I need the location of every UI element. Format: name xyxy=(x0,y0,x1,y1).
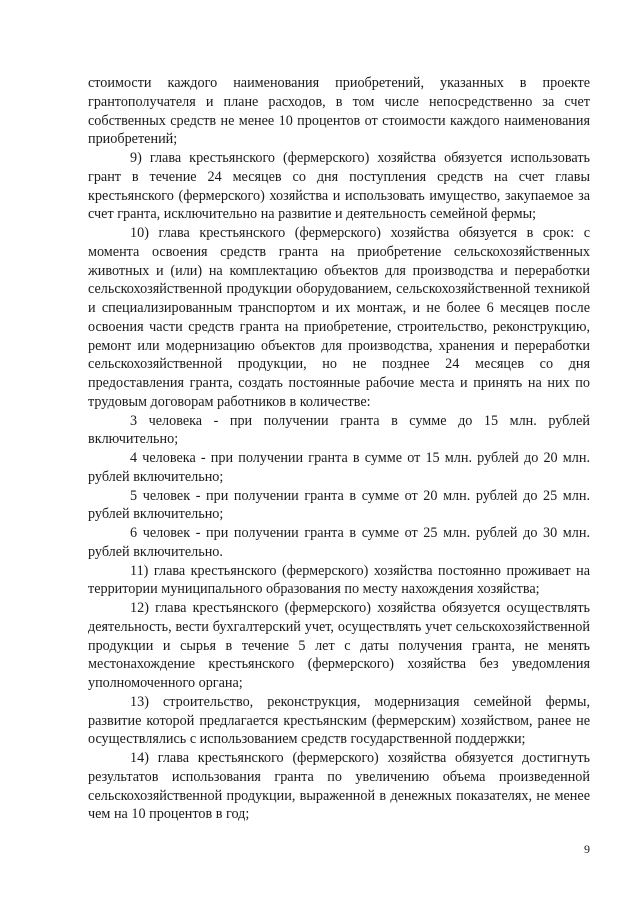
paragraph-workers-6: 6 человек - при получении гранта в сумме от 25 млн. рублей до 30 млн. рублей включительно. xyxy=(88,525,590,560)
paragraph-workers-3: 3 человека - при получении гранта в сумме до 15 млн. рублей включительно; xyxy=(88,412,590,448)
paragraph-item-13: 13) строительство, реконструкция, модернизация семейной фермы, развитие которой предлагается крестьянским (фермерским) хозяйством, ранее не осуществлялись с использованием средств государственной поддержки; xyxy=(88,693,590,748)
paragraph-item-10: 10) глава крестьянского (фермерского) хозяйства обязуется в срок: с момента освоения средств гранта на приобретение сельскохозяйственных животных и (или) на комплектацию объектов для производства и переработки сельскохозяйственной продукции оборудованием, сельскохозяйственной техникой и специализированным транспортом и их монтаж, и не более 6 месяцев после освоения части средств гранта на приобретение, строительство, реконструкцию, ремонт или модернизацию объектов для производства, хранения и переработки сельскохозяйственной продукции, но не позднее 24 месяцев со дня предоставления гранта, создать постоянные рабочие места и принять на них по трудовым договорам работников в количестве: xyxy=(88,225,590,410)
paragraph-continuation: стоимости каждого наименования приобретений, указанных в проекте грантополучателя и плане расходов, в том числе непосредственно за счет собственных средств не менее 10 процентов от стоимости каждого наименования приобретений; xyxy=(88,75,590,148)
paragraph-workers-5: 5 человек - при получении гранта в сумме от 20 млн. рублей до 25 млн. рублей включительно; xyxy=(88,487,590,523)
paragraph-item-12: 12) глава крестьянского (фермерского) хозяйства обязуется осуществлять деятельность, вести бухгалтерский учет, осуществлять учет сельскохозяйственной продукции и сырья в течение 5 лет с даты получения гранта, не менять местонахождение крестьянского (фермерского) хозяйства без уведомления уполномоченного органа; xyxy=(88,600,590,691)
body-text xyxy=(88,74,590,824)
page-number: 9 xyxy=(584,842,590,856)
paragraph-item-9: 9) глава крестьянского (фермерского) хозяйства обязуется использовать грант в течение 24 месяцев со дня поступления средств на счет главы крестьянского (фермерского) хозяйства и использовать имущество, закупаемое за счет гранта, исключительно на развитие и деятельность семейной фермы; xyxy=(88,150,590,223)
paragraph-item-14: 14) глава крестьянского (фермерского) хозяйства обязуется достигнуть результатов использования гранта по увеличению объема произведенной сельскохозяйственной продукции, выраженной в денежных показателях, не менее чем на 10 процентов в год; xyxy=(88,750,590,823)
paragraph-item-11: 11) глава крестьянского (фермерского) хозяйства постоянно проживает на территории муниципального образования по месту нахождения хозяйства; xyxy=(88,562,590,598)
paragraph-workers-4: 4 человека - при получении гранта в сумме от 15 млн. рублей до 20 млн. рублей включительно; xyxy=(88,450,590,485)
